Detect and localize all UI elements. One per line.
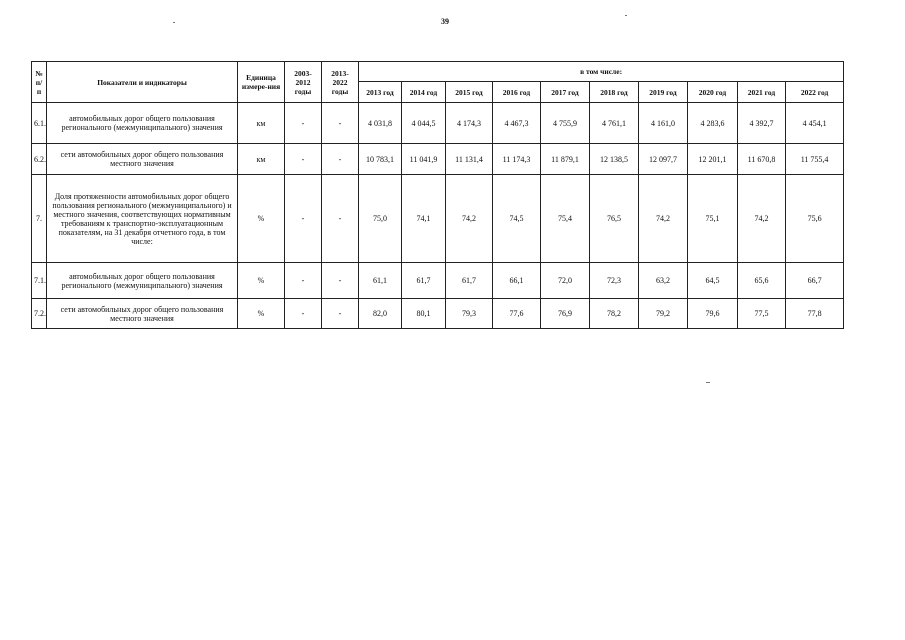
- header-year: 2021 год: [738, 82, 786, 103]
- value-cell: 76,9: [541, 299, 590, 329]
- value-cell: 79,3: [446, 299, 493, 329]
- value-cell: 77,5: [738, 299, 786, 329]
- row-period-2003-2012: -: [285, 263, 322, 299]
- value-cell: 77,6: [493, 299, 541, 329]
- scan-speck: [173, 22, 175, 23]
- header-year: 2014 год: [402, 82, 446, 103]
- row-index: 7.1.: [32, 263, 47, 299]
- row-unit: км: [238, 103, 285, 144]
- value-cell: 4 283,6: [688, 103, 738, 144]
- row-label: сети автомобильных дорог общего пользования местного значения: [47, 299, 238, 329]
- value-cell: 12 138,5: [590, 144, 639, 175]
- value-cell: 78,2: [590, 299, 639, 329]
- value-cell: 75,0: [359, 175, 402, 263]
- header-row: [32, 62, 844, 82]
- value-cell: 74,5: [493, 175, 541, 263]
- value-cell: 72,3: [590, 263, 639, 299]
- value-cell: 4 761,1: [590, 103, 639, 144]
- value-cell: 61,7: [402, 263, 446, 299]
- row-unit: %: [238, 263, 285, 299]
- value-cell: 11 879,1: [541, 144, 590, 175]
- row-unit: %: [238, 299, 285, 329]
- header-indicator: Показатели и индикаторы: [47, 62, 238, 103]
- value-cell: 79,2: [639, 299, 688, 329]
- value-cell: 74,2: [738, 175, 786, 263]
- value-cell: 66,7: [786, 263, 844, 299]
- row-period-2003-2012: -: [285, 144, 322, 175]
- value-cell: 11 755,4: [786, 144, 844, 175]
- table-row: [32, 299, 844, 329]
- value-cell: 74,1: [402, 175, 446, 263]
- row-unit: км: [238, 144, 285, 175]
- value-cell: 4 392,7: [738, 103, 786, 144]
- value-cell: 61,1: [359, 263, 402, 299]
- row-period-2013-2022: -: [322, 144, 359, 175]
- scan-speck: [625, 15, 627, 16]
- value-cell: 12 097,7: [639, 144, 688, 175]
- value-cell: 11 041,9: [402, 144, 446, 175]
- value-cell: 74,2: [446, 175, 493, 263]
- row-index: 6.2.: [32, 144, 47, 175]
- header-year: 2015 год: [446, 82, 493, 103]
- indicators-table: [31, 61, 844, 329]
- table-row: [32, 144, 844, 175]
- header-year: 2022 год: [786, 82, 844, 103]
- header-including: в том числе:: [359, 62, 844, 82]
- value-cell: 4 454,1: [786, 103, 844, 144]
- row-unit: %: [238, 175, 285, 263]
- value-cell: 75,4: [541, 175, 590, 263]
- header-period-2003-2012: 2003-2012 годы: [285, 62, 322, 103]
- row-label: сети автомобильных дорог общего пользования местного значения: [47, 144, 238, 175]
- scan-speck: [706, 382, 710, 383]
- value-cell: 66,1: [493, 263, 541, 299]
- header-period-2013-2022: 2013-2022 годы: [322, 62, 359, 103]
- row-label: автомобильных дорог общего пользования регионального (межмуниципального) значения: [47, 263, 238, 299]
- row-index: 6.1.: [32, 103, 47, 144]
- value-cell: 11 670,8: [738, 144, 786, 175]
- value-cell: 77,8: [786, 299, 844, 329]
- row-index: 7.2.: [32, 299, 47, 329]
- page-number: 39: [441, 17, 449, 26]
- value-cell: 11 131,4: [446, 144, 493, 175]
- value-cell: 4 755,9: [541, 103, 590, 144]
- row-period-2003-2012: -: [285, 103, 322, 144]
- value-cell: 82,0: [359, 299, 402, 329]
- value-cell: 4 467,3: [493, 103, 541, 144]
- value-cell: 72,0: [541, 263, 590, 299]
- value-cell: 4 174,3: [446, 103, 493, 144]
- row-label: автомобильных дорог общего пользования регионального (межмуниципального) значения: [47, 103, 238, 144]
- header-unit: Единица измере-ния: [238, 62, 285, 103]
- row-period-2013-2022: -: [322, 299, 359, 329]
- value-cell: 79,6: [688, 299, 738, 329]
- value-cell: 12 201,1: [688, 144, 738, 175]
- value-cell: 75,6: [786, 175, 844, 263]
- value-cell: 64,5: [688, 263, 738, 299]
- header-year: 2013 год: [359, 82, 402, 103]
- value-cell: 65,6: [738, 263, 786, 299]
- table-row: [32, 103, 844, 144]
- value-cell: 74,2: [639, 175, 688, 263]
- value-cell: 4 031,8: [359, 103, 402, 144]
- value-cell: 11 174,3: [493, 144, 541, 175]
- value-cell: 10 783,1: [359, 144, 402, 175]
- row-label: Доля протяженности автомобильных дорог общего пользования регионального (межмуниципального) и местного значения, соответствующих нормативным требованиям к транспортно-эксплуатационным показателям, на 31 декабря отчетного года, в том числе:: [47, 175, 238, 263]
- header-year: 2016 год: [493, 82, 541, 103]
- header-year: 2019 год: [639, 82, 688, 103]
- header-index: № п/п: [32, 62, 47, 103]
- value-cell: 80,1: [402, 299, 446, 329]
- value-cell: 61,7: [446, 263, 493, 299]
- header-year: 2020 год: [688, 82, 738, 103]
- row-period-2013-2022: -: [322, 263, 359, 299]
- row-period-2003-2012: -: [285, 299, 322, 329]
- table-row: [32, 175, 844, 263]
- row-index: 7.: [32, 175, 47, 263]
- value-cell: 75,1: [688, 175, 738, 263]
- header-year: 2017 год: [541, 82, 590, 103]
- value-cell: 4 161,0: [639, 103, 688, 144]
- row-period-2013-2022: -: [322, 103, 359, 144]
- value-cell: 76,5: [590, 175, 639, 263]
- row-period-2013-2022: -: [322, 175, 359, 263]
- row-period-2003-2012: -: [285, 175, 322, 263]
- header-year: 2018 год: [590, 82, 639, 103]
- value-cell: 4 044,5: [402, 103, 446, 144]
- value-cell: 63,2: [639, 263, 688, 299]
- table-row: [32, 263, 844, 299]
